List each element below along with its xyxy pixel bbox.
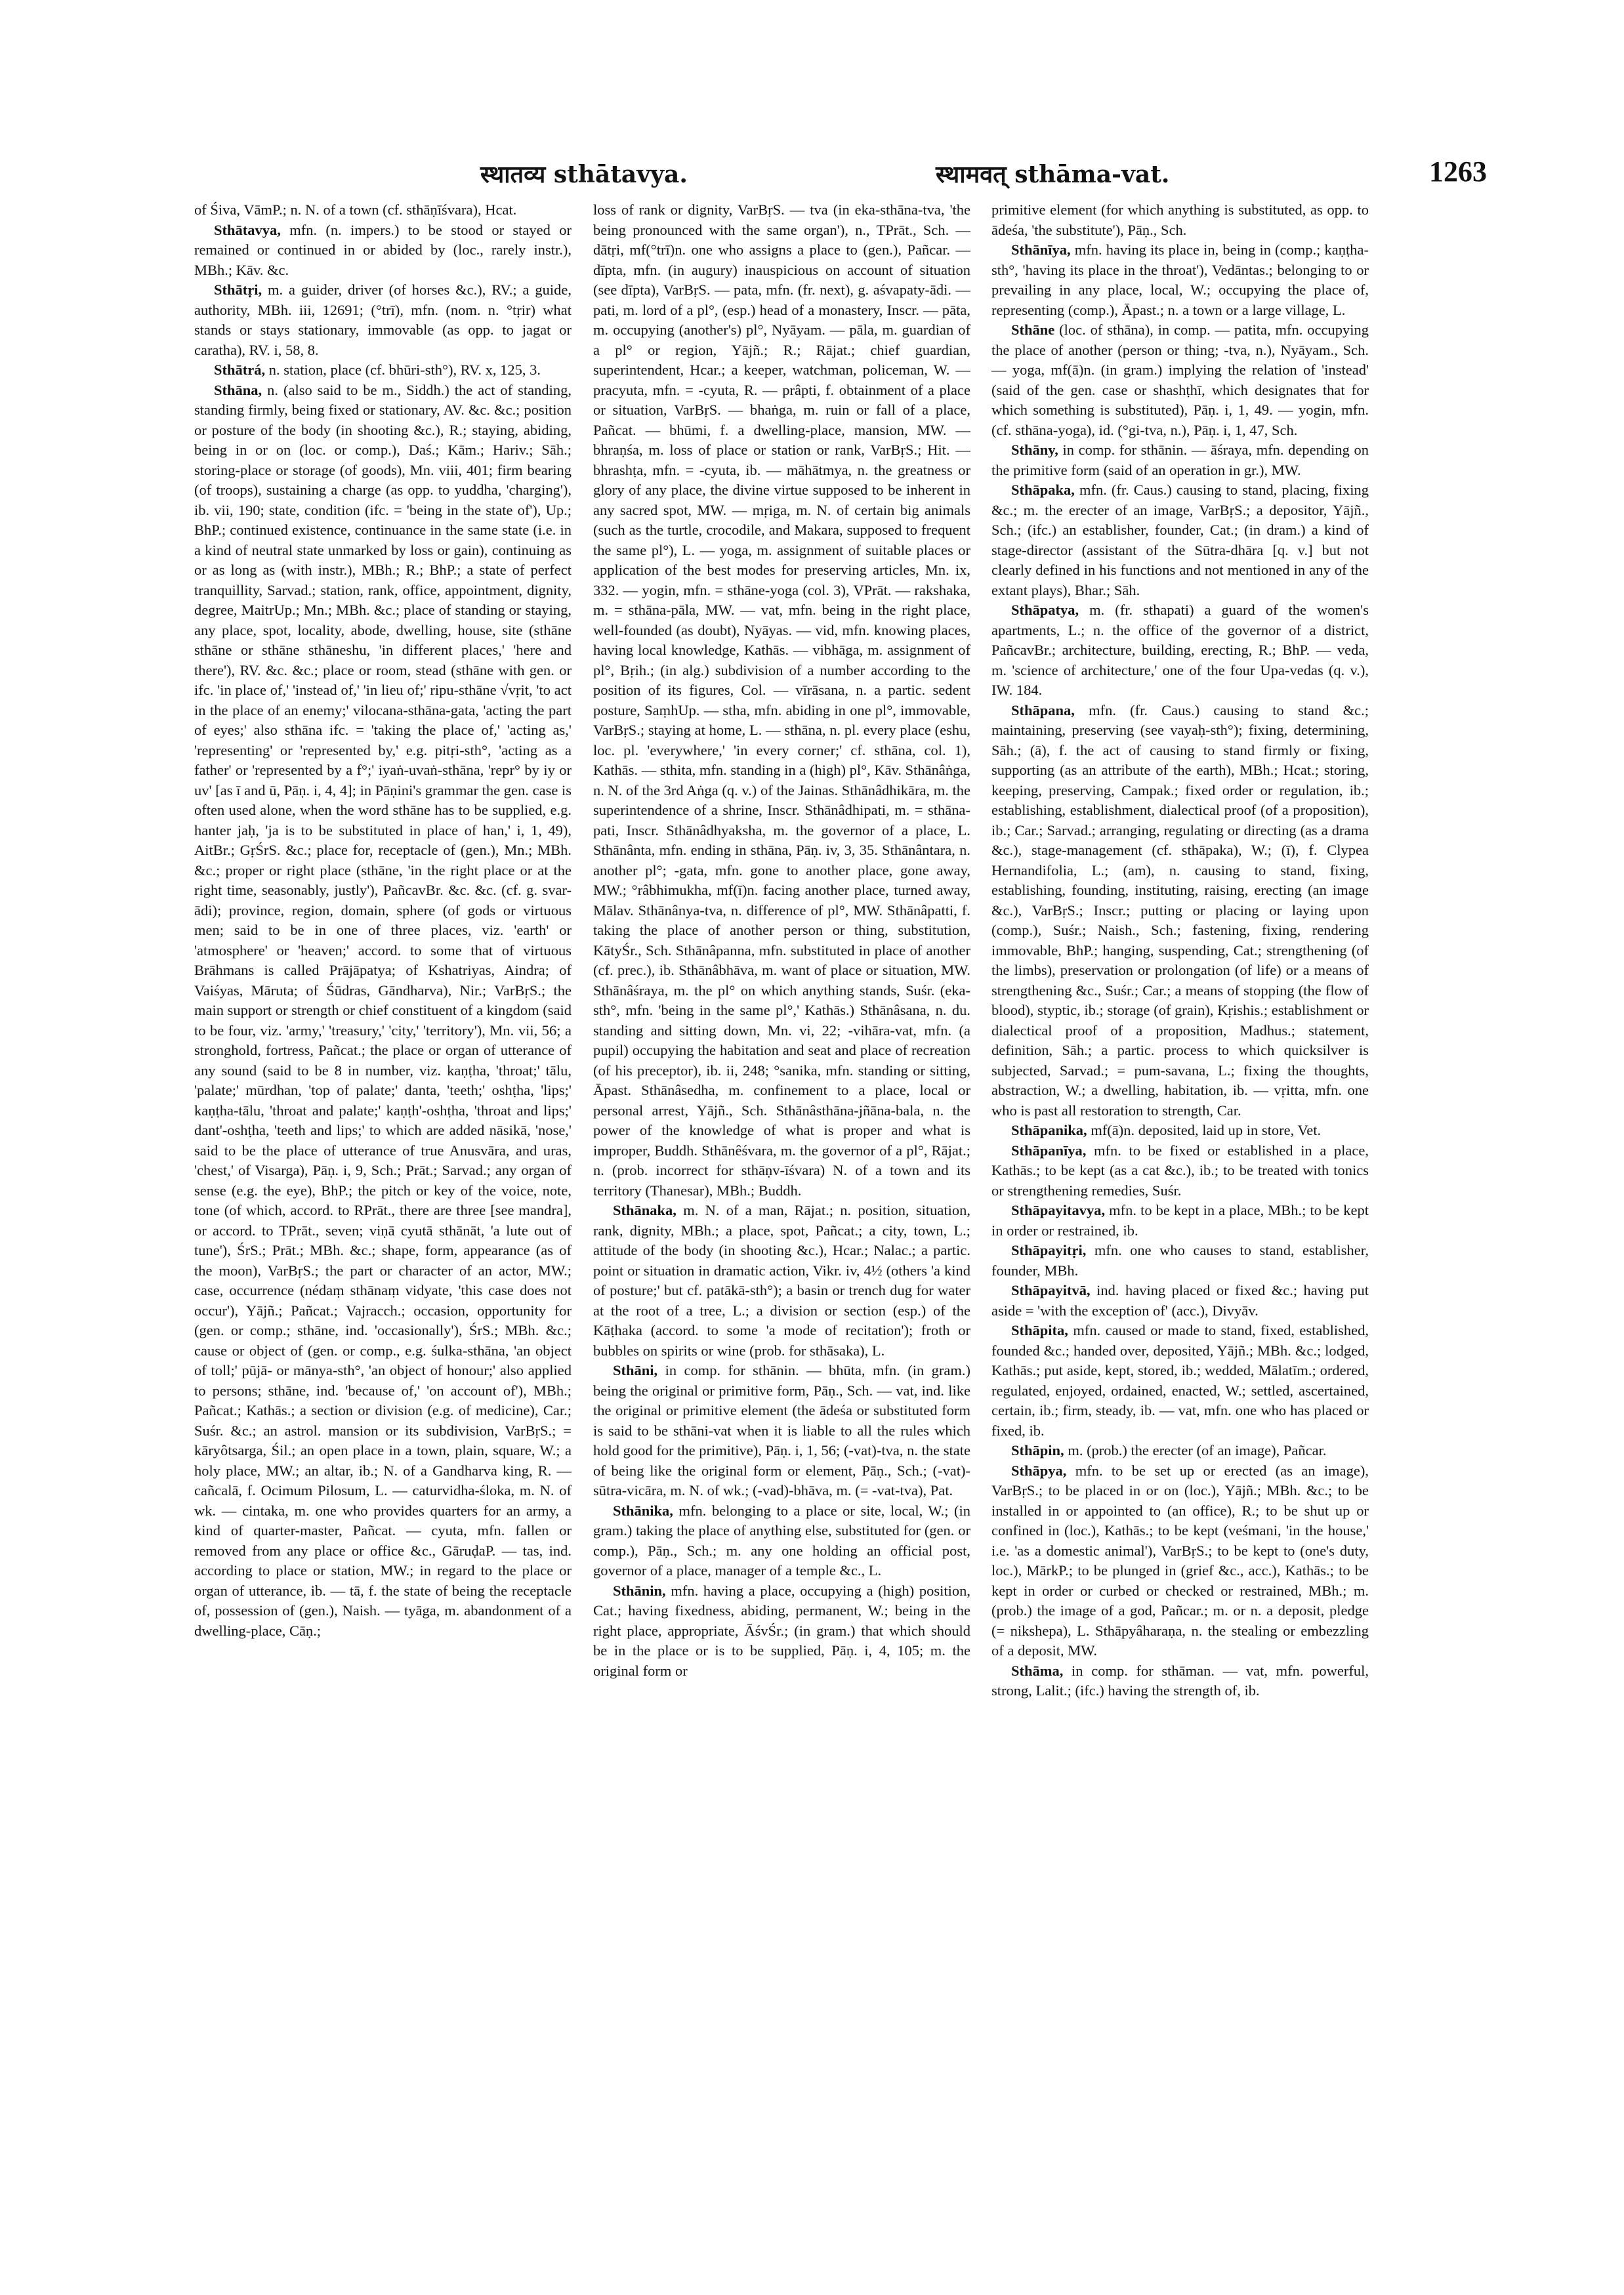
continuation-text: loss of rank or dignity, VarBṛS. — tva (in eka-sthāna-tva, 'the being pronounced with the same organ'), n., TPrāt., Sch. — dātṛi, mf(°trī)n. one who assigns a place to (gen.), Pañcar. — dīpta, mfn. (in augury) inauspicious on account of situation (see dīpta), VarBṛS. — pata, mfn. (fr. next), g. aśvapaty-ādi. — pati, m. lord of a pl°, (esp.) head of a monastery, Inscr. — pāta, m. occupying (another's) pl°, Nyāyam. — pāla, m. guardian of a pl° or region, Yājñ.; R.; Rājat.; chief guardian, superintendent, Hcar.; a keeper, watchman, policeman, W. — pracyuta, mfn. = -cyuta, R. — prâpti, f. obtainment of a place or situation, VarBṛS. — bhaṅga, m. ruin or fall of a place, Pañcat. — bhūmi, f. a dwelling-place, mansion, MW. — bhraṇśa, m. loss of place or station or rank, VarBṛS.; Hit. — bhrashṭa, mfn. = -cyuta, ib. — māhātmya, n. the greatness or glory of any place, the divine virtue supposed to be inherent in any sacred spot, MW. — mṛiga, m. N. of certain big animals (such as the turtle, crocodile, and Makara, supposed to frequent the same pl°), L. — yoga, m. assignment of suitable places or application of the best modes for preserving articles, Mn. ix, 332. — yogin, mfn. = sthāne-yoga (col. 3), VPrāt. — rakshaka, m. = sthāna-pāla, MW. — vat, mfn. being in the right place, well-founded (as doubt), Nyāyas. — vid, mfn. knowing places, having local knowledge, Kathās. — vibhāga, m. assignment of pl°, Bṛih.; (in alg.) subdivision of a number according to the position of its figures, Col. — vīrāsana, n. a partic. sedent posture, SaṃhUp. — stha, mfn. abiding in one pl°, immovable, VarBṛS.; staying at home, L. — sthāna, n. pl. every place (eshu, loc. pl. 'everywhere,' 'in every corner;' cf. sthāna, col. 1), Kathās. — sthita, mfn. standing in a (high) pl°, Kāv. Sthānâṅga, n. N. of the 3rd Aṅga (q. v.) of the Jainas. Sthānâdhikāra, m. the superintendence of a shrine, Inscr. Sthānâdhipati, m. = sthāna-pati, Inscr. Sthānâdhyaksha, m. the governor of a place, L. Sthānânta, mfn. ending in sthāna, Pāṇ. iv, 3, 35. Sthānântara, n. another pl°; -gata, mfn. gone to another place, gone away, MW.; °râbhimukha, mf(ī)n. facing another place, turned away, Mālav. Sthānânya-tva, n. difference of pl°, MW. Sthānâpatti, f. taking the place of another person or thing, substitution, KātyŚr., Sch. Sthānâpanna, mfn. substituted in place of another (cf. prec.), ib. Sthānâbhāva, m. want of place or situation, MW. Sthānâśraya, m. the pl° on which anything stands, Suśr. (eka-sth°, mfn. 'being in the same pl°,' Kathās.) Sthānâsana, n. du. standing and sitting down, Mn. vi, 22; -vihāra-vat, mfn. (a pupil) occupying the habitation and seat and place of recreation (of his preceptor), ib. ii, 248; °sanika, mfn. standing or sitting, Āpast. Sthānâsedha, m. confinement to a place, local or personal arrest, Yājñ., Sch. Sthānâsthāna-jñāna-bala, n. the power of the knowledge of what is proper and what is improper, Buddh. Sthānêśvara, m. the governor of a pl°, Rājat.; n. (prob. incorrect for sthāṇv-īśvara) N. of a town and its territory (Thanesar), MBh.; Buddh. <box>593 201 970 1199</box>
headword: Sthāpatya, <box>1011 602 1079 618</box>
entry-sthanin <box>593 1581 970 1682</box>
headword: Sthāpanīya, <box>1011 1142 1087 1159</box>
headword: Sthātavya, <box>214 221 281 238</box>
definition: mfn. having its place in, being in (comp.; kaṇṭha-sth°, 'having its place in the throat'), Vedāntas.; belonging to or prevailing in any place, local, W.; occupying the place of, representing (comp.), Āpast.; n. a town or a large village, L. <box>991 241 1369 318</box>
definition: m. N. of a man, Rājat.; n. position, situation, rank, dignity, MBh.; a place, spot, Pañcat.; a city, town, L.; attitude of the body (in shooting &c.), Hcar.; Nalac.; a partic. point or situation in dramatic action, Vikr. iv, 4½ (others 'a kind of posture;' but cf. patākā-sth°); a basin or trench dug for water at the root of a tree, L.; a division or section (esp.) of the Kāṭhaka (accord. to some 'a mode of recitation'); froth or bubbles on spirits or wine (prob. for sthāsaka), L. <box>593 1202 970 1359</box>
entry-sthama <box>991 1661 1369 1701</box>
definition: mfn. (n. impers.) to be stood or stayed or remained or continued in or abided by (loc., rarely instr.), MBh.; Kāv. &c. <box>194 221 572 278</box>
entry-sthana <box>194 381 572 1642</box>
column-2 <box>593 200 970 2247</box>
entry-sthapayitri <box>991 1241 1369 1281</box>
definition: mfn. belonging to a place or site, local, W.; (in gram.) taking the place of anything else, substituted for (gen. or comp.), Pāṇ., Sch.; m. any one holding an official post, governor of a place, manager of a temple &c., L. <box>593 1502 970 1579</box>
column-3 <box>991 200 1369 2247</box>
headword: Sthāpya, <box>1011 1462 1067 1479</box>
definition: in comp. for sthānin. — āśraya, mfn. depending on the primitive form (said of an operation in gr.), MW. <box>991 442 1369 478</box>
headword: Sthāne <box>1011 321 1055 338</box>
entry-sthatri <box>194 280 572 360</box>
definition: mfn. to be fixed or established in a place, Kathās.; to be kept (as a cat &c.), ib.; to be treated with tonics or strengthening remedies, Suśr. <box>991 1142 1369 1199</box>
headword: Sthānin, <box>613 1582 666 1599</box>
definition: m. a guider, driver (of horses &c.), RV.; a guide, authority, MBh. iii, 12691; (°trī), mfn. (nom. n. °tṛir) what stands or stays stationary, immovable (as opp. to jagat or caratha), RV. i, 58, 8. <box>194 281 572 358</box>
entry-sthane <box>991 320 1369 440</box>
entry-sthapin <box>991 1441 1369 1461</box>
entry-sthani <box>593 1361 970 1501</box>
headword: Sthātrá, <box>214 362 266 378</box>
headword: Sthāpanika, <box>1011 1122 1087 1138</box>
definition: n. station, place (cf. bhūri-sth°), RV. x, 125, 3. <box>265 362 541 378</box>
headword: Sthāpita, <box>1011 1322 1068 1338</box>
headword: Sthāpayitavya, <box>1011 1202 1106 1218</box>
definition: in comp. for sthānin. — bhūta, mfn. (in gram.) being the original or primitive form, Pāṇ., Sch. — vat, ind. like the original or primitive element (the ādeśa or substituted form is said to be sthāni-vat when it is liable to all the rules which hold good for the primitive), Pāṇ. i, 1, 56; (-vat)-tva, n. the state of being like the original form or element, Pāṇ., Sch.; (-vat)-sūtra-vicāra, m. N. of wk.; (-vad)-bhāva, m. (= -vat-tva), Pat. <box>593 1362 970 1499</box>
headword: Sthāpin, <box>1011 1442 1064 1458</box>
entry-sthapaka <box>991 480 1369 600</box>
continuation-text: of Śiva, VāmP.; n. N. of a town (cf. sthāṇīśvara), Hcat. <box>194 201 517 218</box>
entry-sthapaniya <box>991 1141 1369 1201</box>
column-1 <box>194 200 572 2247</box>
headword: Sthāma, <box>1011 1662 1064 1679</box>
entry-sthaniya <box>991 240 1369 320</box>
left-running-head: स्थातव्य sthātavya. <box>480 161 688 188</box>
entry-sthapatya <box>991 600 1369 701</box>
entry-sthapayitavya <box>991 1201 1369 1241</box>
headword: Sthāpayitvā, <box>1011 1282 1091 1298</box>
headword: Sthāpayitṛi, <box>1011 1242 1087 1258</box>
entry-sthapana <box>991 701 1369 1121</box>
definition: ind. having placed or fixed &c.; having put aside = 'with the exception of' (acc.), Divyāv. <box>991 1282 1369 1319</box>
headword: Sthāpaka, <box>1011 482 1075 498</box>
headword: Sthāpana, <box>1011 701 1075 718</box>
entry-sthatra <box>194 360 572 381</box>
entry-sthanaka <box>593 1201 970 1361</box>
definition: mfn. one who causes to stand, establisher, founder, MBh. <box>991 1242 1369 1279</box>
definition: mfn. having a place, occupying a (high) position, Cat.; having fixedness, abiding, permanent, W.; being in the right place, appropriate, ĀśvŚr.; (in gram.) that which should be in the place or is to be supplied, Pāṇ. i, 4, 105; m. the original form or <box>593 1582 970 1679</box>
page-number: 1263 <box>1429 155 1487 188</box>
definition: mfn. (fr. Caus.) causing to stand, placing, fixing &c.; m. the erecter of an image, VarBṛS.; a depositor, Yājñ., Sch.; (ifc.) an establisher, founder, Cat.; (in dram.) a kind of stage-director (assistant of the Sūtra-dhāra [q. v.] but not clearly defined in his functions and not mentioned in any of the extant plays), Bhar.; Sāh. <box>991 482 1369 598</box>
definition: mfn. (fr. Caus.) causing to stand &c.; maintaining, preserving (see vayaḥ-sth°); fixing, determining, Sāh.; (ā), f. the act of causing to stand firmly or fixing, supporting (as an attribute of the earth), MBh.; Hcat.; storing, keeping, preserving, Campak.; fixed order or regulation, ib.; establishing, establishment, dialectical proof (of a proposition), ib.; Car.; Sarvad.; arranging, regulating or directing (as a drama &c.), stage-management (cf. sthāpaka), W.; (ī), f. Clypea Hernandifolia, L.; (am), n. causing to stand, fixing, establishing, founding, instituting, raising, erecting (an image &c.), VarBṛS.; Inscr.; putting or placing or laying upon (comp.), Suśr.; Naish., Sch.; fastening, fixing, rendering immovable, BhP.; hanging, suspending, Cat.; strengthening (of the limbs), preservation or prolongation (of life) or a means of strengthening &c., Suśr.; Car.; a means of stopping (the flow of blood), styptic, ib.; storage (of grain), Kṛishis.; establishment or dialectical proof of a proposition, Madhus.; statement, definition, Sāh.; a partic. process to which quicksilver is subjected, Sarvad.; = pum-savana, L.; fixing the thoughts, abstraction, W.; a dwelling, habitation, ib. — vṛitta, mfn. one who is past all restoration to strength, Car. <box>991 701 1369 1119</box>
continuation-text: primitive element (for which anything is substituted, as opp. to ādeśa, 'the substitute'), Pāṇ., Sch. <box>991 201 1369 238</box>
definition: mf(ā)n. deposited, laid up in store, Vet. <box>1087 1122 1322 1138</box>
headword: Sthānika, <box>613 1502 673 1519</box>
definition: mfn. to be set up or erected (as an image), VarBṛS.; to be placed in or on (loc.), Yājñ.; MBh. &c.; to be installed in or appointed to (an office), R.; to be shut up or confined in (loc.), Kathās.; to be kept (veśmani, 'in the house,' i.e. 'as a domestic animal'), VarBṛS.; to be kept to (one's duty, loc.), MārkP.; to be plunged in (grief &c., acc.), Kathās.; to be kept in order or curbed or checked or restrained, MBh.; m. (prob.) the image of a god, Pañcar.; m. or n. a deposit, pledge (= nikshepa), L. Sthāpyâharaṇa, n. the stealing or embezzling of a deposit, MW. <box>991 1462 1369 1659</box>
entry-sthanika <box>593 1501 970 1581</box>
definition: (loc. of sthāna), in comp. — patita, mfn. occupying the place of another (person or thing; -tva, n.), Nyāyam., Sch. — yoga, mf(ā)n. (in gram.) implying the relation of 'instead' (said of the gen. case or shashṭhī, which designates that for which something is substituted), Pāṇ. i, 1, 49. — yogin, mfn. (cf. sthāna-yoga), id. (°gi-tva, n.), Pāṇ. i, 1, 47, Sch. <box>991 321 1369 438</box>
entry-sthany <box>991 440 1369 480</box>
headword: Sthānīya, <box>1011 241 1071 258</box>
entry-sthapanika <box>991 1121 1369 1141</box>
definition: n. (also said to be m., Siddh.) the act of standing, standing firmly, being fixed or stationary, AV. &c. &c.; position or posture of the body (in shooting &c.), R.; staying, abiding, being in or on (loc. or comp.), Daś.; Kām.; Hariv.; Sāh.; storing-place or storage (of goods), Mn. viii, 401; firm bearing (of troops), sustaining a charge (as opp. to yuddha, 'charging'), ib. vii, 190; state, condition (ifc. = 'being in the state of'), Up.; BhP.; continued existence, continuance in the same state (i.e. in a kind of neutral state unmarked by loss or gain), continuing as or as long as (with instr.), MBh.; R.; BhP.; a state of perfect tranquillity, Sarvad.; station, rank, office, appointment, dignity, degree, MaitrUp.; Mn.; MBh. &c.; place of standing or staying, any place, spot, locality, abode, dwelling, house, site (sthāne sthāne or sthāne sthāneshu, 'in different places,' 'here and there'), RV. &c. &c.; place or room, stead (sthāne with gen. or ifc. 'in place of,' 'instead of,' 'in lieu of;' ripu-sthāne √vṛit, 'to act in the place of an enemy;' vilocana-sthāna-gata, 'acting the part of eyes;' also sthāna ifc. = 'taking the place of,' 'acting as,' 'representing' or 'represented by,' e.g. pitṛi-sth°, 'acting as a father' or 'represented by a f°;' iyaṅ-uvaṅ-sthāna, 'repr° by iy or uv' [as ī and ū, Pāṇ. i, 4, 4]; in Pāṇini's grammar the gen. case is often used alone, when the word sthāne has to be supplied, e.g. hanter jaḥ, 'ja is to be substituted in place of han,' i, 1, 49), AitBr.; GṛŚrS. &c.; place for, receptacle of (gen.), Mn.; MBh. &c.; proper or right place (sthāne, 'in the right place or at the right time, seasonably, justly'), PañcavBr. &c. &c. (cf. g. svar-ādi); province, region, domain, sphere (of gods or virtuous men; said to be in one of three places, viz. 'earth' or 'atmosphere' or 'heaven;' accord. to some that of virtuous Brāhmans is called Prājāpatya; of Kshatriyas, Aindra; of Vaiśyas, Māruta; of Śūdras, Gāndharva), Nir.; VarBṛS.; the main support or strength or chief constituent of a kingdom (said to be four, viz. 'army,' 'treasury,' 'city,' 'territory'), Mn. vii, 56; a stronghold, fortress, Pañcat.; the place or organ of utterance of any sound (said to be 8 in number, viz. kaṇṭha, 'throat;' tālu, 'palate;' mūrdhan, 'top of palate;' danta, 'teeth;' oshṭha, 'lips;' kaṇṭha-tālu, 'throat and palate;' kaṇṭh'-oshṭha, 'throat and lips;' dant'-oshṭha, 'teeth and lips;' to which are added nāsikā, 'nose,' said to be the place of utterance of true Anusvāra, and uras, 'chest,' of Visarga), Pāṇ. i, 9, Sch.; Prāt.; Sarvad.; any organ of sense (e.g. the eye), BhP.; the pitch or key of the voice, note, tone (of which, accord. to RPrāt., there are three [see mandra], or accord. to TPrāt., seven; viṇā cyutā sthānāt, 'a lute out of tune'), ŚrS.; Prāt.; MBh. &c.; shape, form, appearance (as of the moon), VarBṛS.; the part or character of an actor, MW.; case, occurrence (nédaṃ sthānaṃ vidyate, 'this case does not occur'), Yājñ.; Pañcat.; Vajracch.; occasion, opportunity for (gen. or comp.; sthāne, ind. 'occasionally'), ŚrS.; MBh. &c.; cause or object of (gen. or comp., e.g. śulka-sthāna, 'an object of toll;' pūjā- or mānya-sth°, 'an object of honour;' also applied to persons; sthāne, ind. 'because of,' 'on account of'), MBh.; Pañcat.; Kathās.; a section or division (e.g. of medicine), Car.; Suśr. &c.; an astrol. mansion or its subdivision, VarBṛS.; = kāryôtsarga, Śil.; an open place in a town, plain, square, W.; a holy place, MW.; an altar, ib.; N. of a Gandharva king, R. — cañcalā, f. Ocimum Pilosum, L. — caturvidha-śloka, m. N. of wk. — cintaka, m. one who provides quarters for an army, a kind of quarter-master, Pañcat. — cyuta, mfn. fallen or removed from any place or office &c., GāruḍaP. — tas, ind. according to place or station, MW.; in regard to the place or organ of utterance, ib. — tā, f. the state of being the receptacle of, possession of (gen.), Naish. — tyāga, m. abandonment of a dwelling-place, Cāṇ.; <box>194 381 572 1639</box>
entry-sthatavya <box>194 220 572 281</box>
headword: Sthāna, <box>214 381 262 398</box>
definition: mfn. to be kept in a place, MBh.; to be kept in order or restrained, ib. <box>991 1202 1369 1239</box>
entry-sthapya <box>991 1461 1369 1661</box>
definition: mfn. caused or made to stand, fixed, established, founded &c.; handed over, deposited, Yājñ.; MBh. &c.; lodged, Kathās.; put aside, kept, stored, ib.; wedded, Mālatīm.; ordered, regulated, enjoyed, ordained, enacted, W.; settled, ascertained, certain, ib.; firm, steady, ib. — vat, mfn. one who has placed or fixed, ib. <box>991 1322 1369 1439</box>
headword: Sthāni, <box>613 1362 658 1378</box>
entry-sthapita <box>991 1321 1369 1441</box>
headword: Sthāny, <box>1011 442 1058 458</box>
center-running-head: स्थामवत् sthāma-vat. <box>936 161 1170 188</box>
headword: Sthānaka, <box>613 1202 677 1218</box>
entry-sthapayitva <box>991 1281 1369 1321</box>
definition: in comp. for sthāman. — vat, mfn. powerful, strong, Lalit.; (ifc.) having the strength of, ib. <box>991 1662 1369 1699</box>
headword: Sthātṛi, <box>214 281 262 298</box>
definition: m. (fr. sthapati) a guard of the women's apartments, L.; n. the office of the governor of a district, PañcavBr.; architecture, building, erecting, R.; BhP. — veda, m. 'science of architecture,' one of the four Upa-vedas (q. v.), IW. 184. <box>991 602 1369 698</box>
definition: m. (prob.) the erecter (of an image), Pañcar. <box>1064 1442 1327 1458</box>
page-header <box>194 157 1487 197</box>
